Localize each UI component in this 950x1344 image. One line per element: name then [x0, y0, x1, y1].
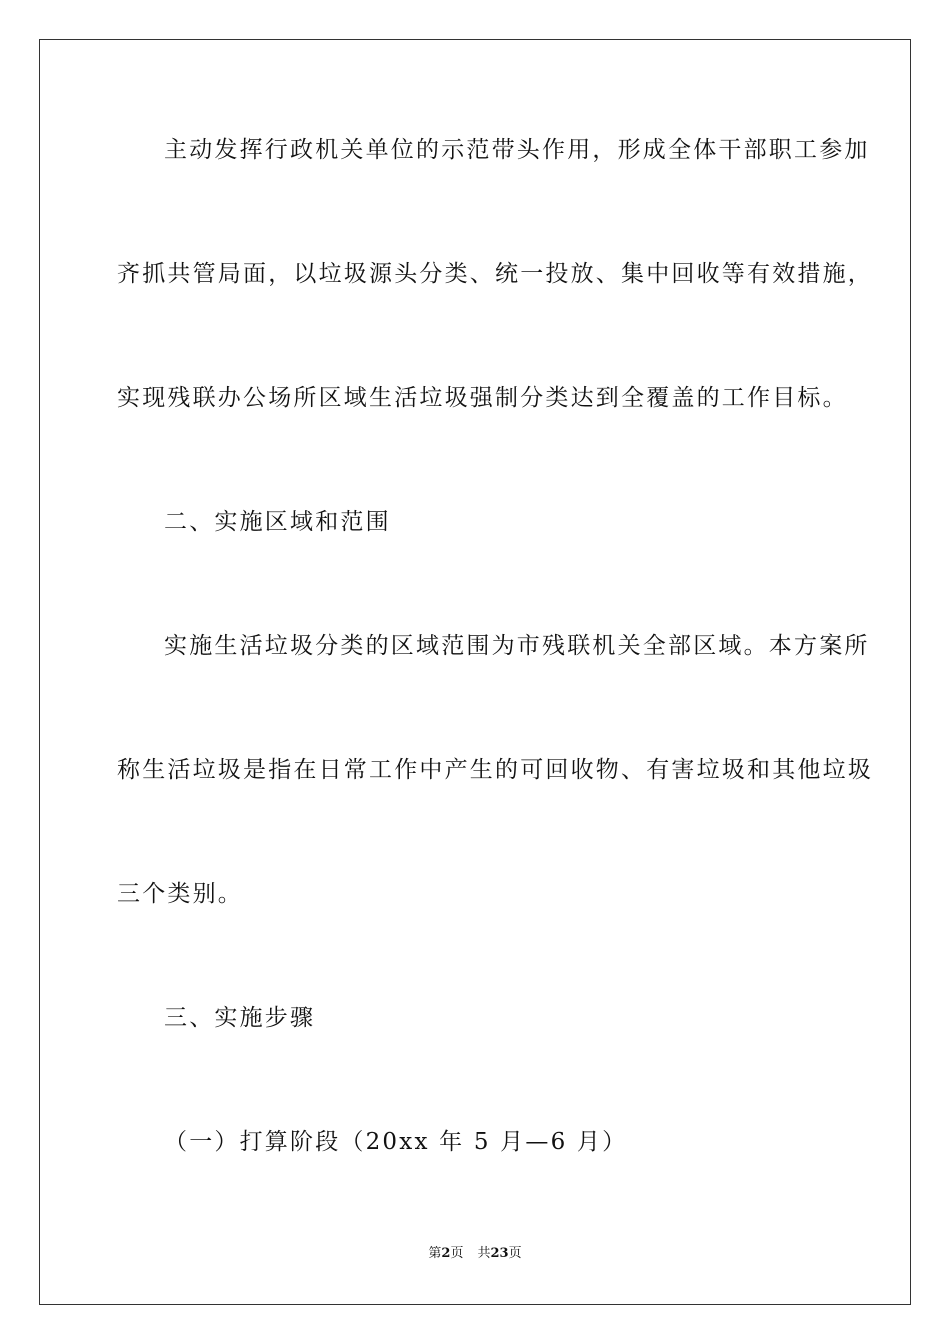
- footer-total-suffix: 页: [508, 1246, 522, 1261]
- section-heading-2: 二、实施区域和范围: [164, 509, 391, 535]
- page-frame: [39, 39, 911, 1305]
- body-line-3: 实现残联办公场所区域生活垃圾强制分类达到全覆盖的工作目标。: [117, 385, 848, 411]
- footer-total-prefix: 共: [477, 1246, 491, 1261]
- footer-page-suffix: 页: [450, 1246, 464, 1261]
- page-footer: [0, 1246, 950, 1262]
- body-line-6: 称生活垃圾是指在日常工作中产生的可回收物、有害垃圾和其他垃圾: [117, 757, 873, 783]
- section-heading-3: 三、实施步骤: [164, 1005, 316, 1031]
- body-line-1: 主动发挥行政机关单位的示范带头作用，形成全体干部职工参加: [164, 137, 870, 163]
- footer-total-pages: 23: [490, 1246, 509, 1261]
- subsection-heading-1: （一）打算阶段（20xx 年 5 月—6 月）: [164, 1129, 628, 1155]
- footer-page-prefix: 第: [428, 1246, 442, 1261]
- body-line-7: 三个类别。: [117, 881, 243, 907]
- footer-page-number: 2: [441, 1246, 451, 1261]
- body-line-2: 齐抓共管局面，以垃圾源头分类、统一投放、集中回收等有效措施，: [117, 261, 873, 287]
- body-line-5: 实施生活垃圾分类的区域范围为市残联机关全部区域。本方案所: [164, 633, 870, 659]
